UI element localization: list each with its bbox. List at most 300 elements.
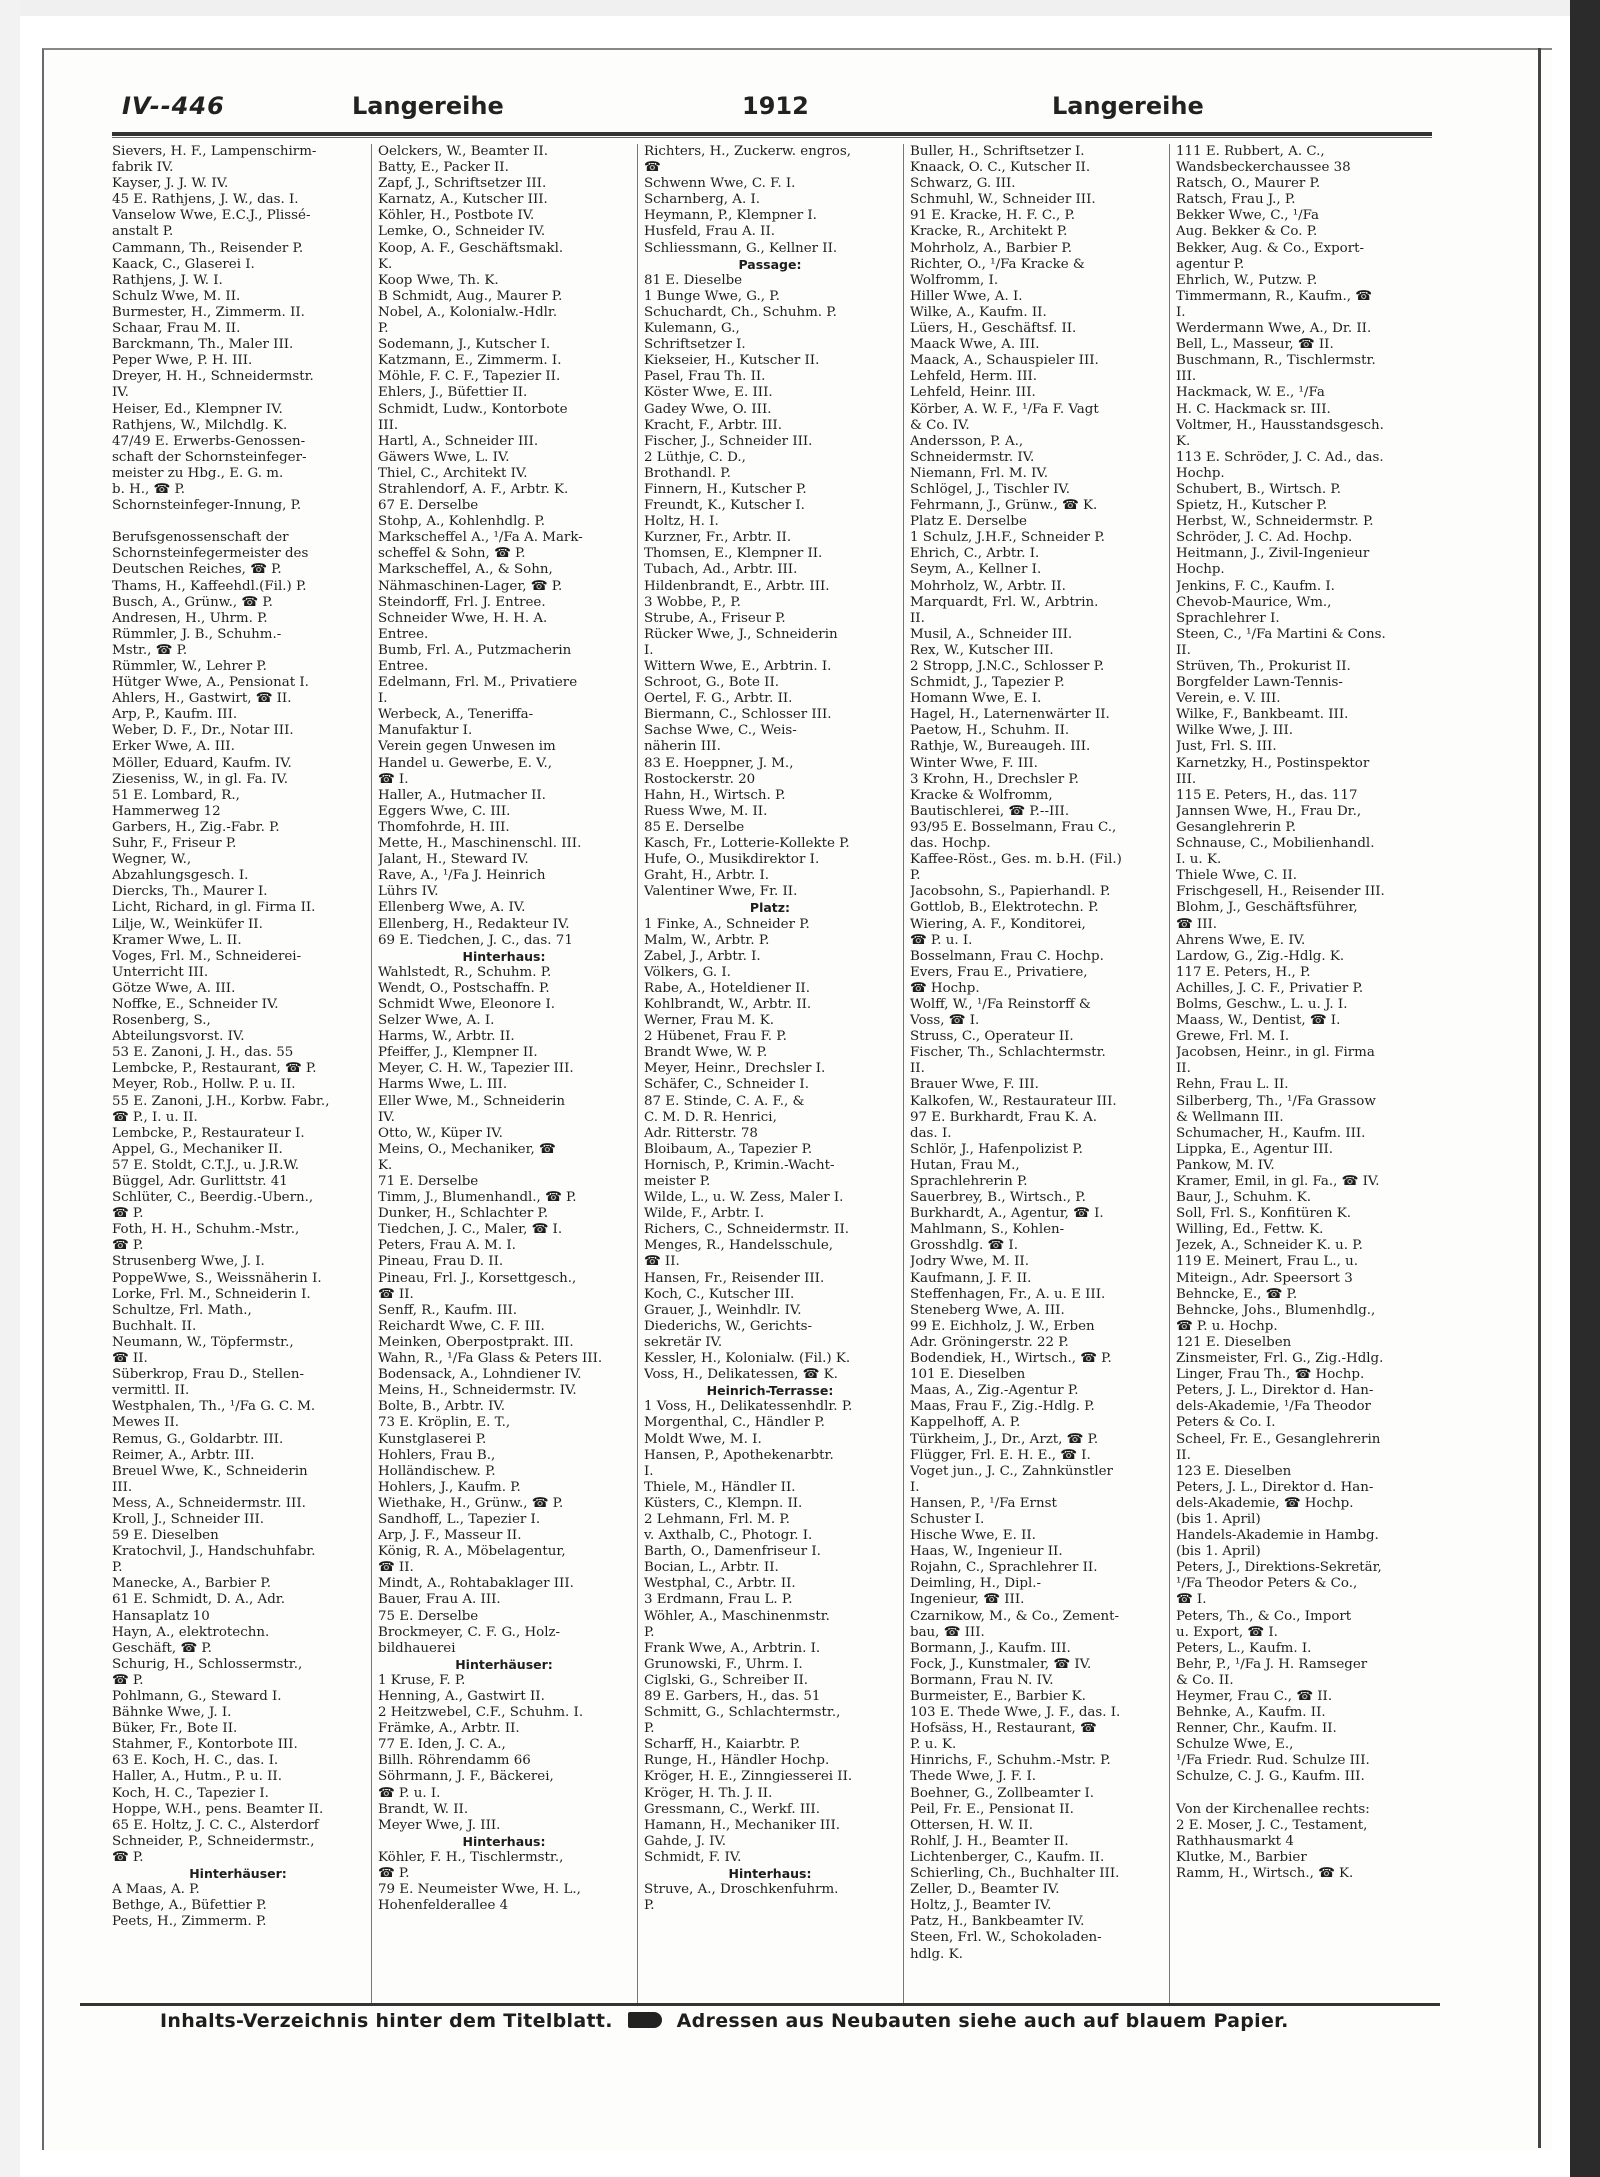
- directory-entry: Bormann, J., Kaufm. III.: [910, 1640, 1071, 1656]
- section-heading: Passage:: [738, 256, 802, 272]
- directory-entry: Gottlob, B., Elektrotechn. P.: [910, 900, 1099, 916]
- directory-entry: Wendt, O., Postschaffn. P.: [378, 980, 550, 996]
- directory-entry: Freundt, K., Kutscher I.: [644, 498, 805, 514]
- directory-entry: ☎: [644, 160, 661, 176]
- directory-entry: Grosshdlg. ☎ I.: [910, 1238, 1018, 1254]
- directory-entry: Sievers, H. F., Lampenschirm-: [112, 144, 317, 159]
- directory-entry: Büker, Fr., Bote II.: [112, 1721, 238, 1737]
- directory-entry: Bähnke Wwe, J. I.: [112, 1705, 232, 1721]
- directory-entry: Miteign., Adr. Speersort 3: [1176, 1270, 1353, 1286]
- directory-entry: Biermann, C., Schlosser III.: [644, 707, 832, 723]
- directory-entry: ☎ I.: [378, 771, 409, 787]
- directory-entry: Peters, Frau A. M. I.: [378, 1238, 516, 1254]
- directory-entry: Främke, A., Arbtr. II.: [378, 1721, 520, 1737]
- scan-left-edge: [0, 0, 20, 2177]
- directory-entry: Spietz, H., Kutscher P.: [1176, 498, 1328, 514]
- directory-entry: Czarnikow, M., & Co., Zement-: [910, 1608, 1120, 1624]
- directory-entry: Rathjens, W., Milchdlg. K.: [112, 417, 288, 433]
- directory-entry: Zapf, J., Schriftsetzer III.: [378, 176, 547, 192]
- directory-entry: 63 E. Koch, H. C., das. I.: [112, 1753, 279, 1769]
- header-rule: [112, 132, 1432, 136]
- directory-entry: Henning, A., Gastwirt II.: [378, 1689, 545, 1704]
- directory-entry: Grewe, Frl. M. I.: [1176, 1029, 1290, 1045]
- directory-entry: Adr. Gröningerstr. 22 P.: [910, 1334, 1069, 1350]
- directory-entry: Maas, A., Zig.-Agentur P.: [910, 1383, 1079, 1399]
- directory-entry: Appel, G., Mechaniker II.: [112, 1141, 283, 1157]
- directory-entry: Koch, C., Kutscher III.: [644, 1286, 795, 1302]
- directory-entry: bau, ☎ III.: [910, 1624, 985, 1640]
- directory-entry: Ruess Wwe, M. II.: [644, 803, 768, 819]
- directory-entry: Wilde, F., Arbtr. I.: [644, 1206, 765, 1222]
- directory-entry: Wiethake, H., Grünw., ☎ P.: [378, 1495, 564, 1511]
- directory-entry: Kroll, J., Schneider III.: [112, 1511, 265, 1527]
- directory-entry: Brandt Wwe, W. P.: [644, 1045, 768, 1061]
- directory-entry: Buschmann, R., Tischlermstr.: [1176, 353, 1376, 369]
- directory-entry: 3 Krohn, H., Drechsler P.: [910, 771, 1079, 787]
- directory-entry: Pfeiffer, J., Klempner II.: [378, 1045, 538, 1061]
- directory-entry: Achilles, J. C. F., Privatier P.: [1176, 980, 1364, 996]
- directory-entry: Köhler, F. H., Tischlermstr.,: [378, 1849, 564, 1865]
- directory-entry: 1 Finke, A., Schneider P.: [644, 916, 810, 932]
- footer-right-text: Adressen aus Neubauten siehe auch auf blauem Papier.: [676, 2010, 1289, 2032]
- directory-entry: Kappelhoff, A. P.: [910, 1415, 1021, 1431]
- directory-entry: Maack, A., Schauspieler III.: [910, 353, 1099, 369]
- directory-entry: Peil, Fr. E., Pensionat II.: [910, 1801, 1074, 1817]
- directory-entry: Hufe, O., Musikdirektor I.: [644, 852, 820, 868]
- directory-entry: 121 E. Dieselben: [1176, 1334, 1292, 1350]
- directory-entry: Schmuhl, W., Schneider III.: [910, 192, 1096, 208]
- directory-entry: Entree.: [378, 626, 429, 642]
- directory-entry: Hammerweg 12: [112, 803, 221, 819]
- directory-entry: Zieseniss, W., in gl. Fa. IV.: [112, 771, 288, 787]
- directory-entry: Schurig, H., Schlossermstr.,: [112, 1656, 303, 1672]
- directory-entry: C. M. D. R. Henrici,: [644, 1109, 777, 1125]
- directory-entry: Wilke Wwe, J. III.: [1176, 723, 1294, 739]
- directory-entry: Buller, H., Schriftsetzer I.: [910, 144, 1085, 159]
- directory-entry: Wolfromm, I.: [910, 272, 999, 288]
- directory-entry: 67 E. Derselbe: [378, 498, 479, 514]
- directory-entry: Hackmack, W. E., ¹/Fa: [1176, 385, 1325, 401]
- directory-entry: Hütger Wwe, A., Pensionat I.: [112, 675, 309, 691]
- directory-entry: Tiedchen, J. C., Maler, ☎ I.: [378, 1222, 563, 1238]
- directory-entry: Baur, J., Schuhm. K.: [1176, 1190, 1312, 1206]
- directory-entry: Verein, e. V. III.: [1176, 691, 1281, 707]
- directory-entry: Rümmler, J. B., Schuhm.-: [112, 626, 282, 642]
- directory-entry: & Co. IV.: [910, 417, 970, 433]
- directory-entry: Peper Wwe, P. H. III.: [112, 353, 253, 369]
- directory-entry: v. Axthalb, C., Photogr. I.: [644, 1528, 813, 1544]
- directory-entry: scheffel & Sohn, ☎ P.: [378, 546, 526, 562]
- directory-entry: Bosselmann, Frau C. Hochp.: [910, 948, 1104, 964]
- directory-entry: Scharnberg, A. I.: [644, 192, 761, 208]
- directory-entry: Hartl, A., Schneider III.: [378, 433, 539, 449]
- directory-entry: Koch, H. C., Tapezier I.: [112, 1785, 269, 1801]
- directory-entry: Bekker, Aug. & Co., Export-: [1176, 240, 1365, 256]
- directory-entry: Brothandl. P.: [644, 465, 731, 481]
- directory-entry: Schuster I.: [910, 1511, 985, 1527]
- street-name-left: Langereihe: [352, 92, 504, 120]
- directory-entry: ☎ II.: [644, 1254, 680, 1270]
- directory-entry: III.: [112, 1479, 133, 1495]
- directory-entry: Diederichs, W., Gerichts-: [644, 1318, 813, 1334]
- directory-entry: Otto, W., Küper IV.: [378, 1125, 503, 1141]
- directory-entry: Pohlmann, G., Steward I.: [112, 1689, 282, 1704]
- directory-entry: Eggers Wwe, C. III.: [378, 803, 511, 819]
- page-number: IV--446: [122, 92, 225, 120]
- directory-entry: Musil, A., Schneider III.: [910, 626, 1073, 642]
- directory-entry: Grauer, J., Weinhdlr. IV.: [644, 1302, 802, 1318]
- directory-entry: dels-Akademie, ¹/Fa Theodor: [1176, 1399, 1371, 1415]
- directory-entry: 61 E. Schmidt, D. A., Adr.: [112, 1592, 285, 1608]
- directory-entry: Strusenberg Wwe, J. I.: [112, 1254, 265, 1270]
- directory-entry: Nobel, A., Kolonialw.-Hdlr.: [378, 304, 558, 320]
- directory-column-3: [644, 144, 896, 2004]
- directory-entry: Heiser, Ed., Klempner IV.: [112, 401, 283, 417]
- directory-entry: Homann Wwe, E. I.: [910, 691, 1042, 707]
- directory-entry: Kaufmann, J. F. II.: [910, 1270, 1032, 1286]
- directory-entry: Peters, J. L., Direktor d. Han-: [1176, 1479, 1374, 1495]
- directory-entry: Meyer, Rob., Hollw. P. u. II.: [112, 1077, 296, 1093]
- directory-entry: Sodemann, J., Kutscher I.: [378, 337, 551, 353]
- directory-entry: 2 Stropp, J.N.C., Schlosser P.: [910, 659, 1105, 674]
- directory-entry: Arp, J. F., Masseur II.: [378, 1528, 522, 1544]
- directory-entry: Rehn, Frau L. II.: [1176, 1077, 1289, 1093]
- directory-entry: sekretär IV.: [644, 1334, 723, 1350]
- directory-entry: Schmidt, Ludw., Kontorbote: [378, 401, 568, 417]
- directory-entry: Pineau, Frl. J., Korsettgesch.,: [378, 1270, 577, 1286]
- directory-entry: Rosenberg, S.,: [112, 1013, 211, 1029]
- directory-entry: Paetow, H., Schuhm. II.: [910, 723, 1070, 739]
- directory-entry: Ciglski, G., Schreiber II.: [644, 1672, 809, 1688]
- directory-entry: Wiering, A. F., Konditorei,: [910, 916, 1086, 932]
- directory-entry: 99 E. Eichholz, J. W., Erben: [910, 1318, 1095, 1334]
- directory-entry: 65 E. Holtz, J. C. C., Alsterdorf: [112, 1817, 319, 1833]
- directory-entry: 85 E. Derselbe: [644, 819, 745, 835]
- directory-entry: Schnause, C., Mobilienhandl.: [1176, 836, 1375, 852]
- directory-entry: Bumb, Frl. A., Putzmacherin: [378, 642, 572, 658]
- directory-entry: Rohlf, J. H., Beamter II.: [910, 1833, 1069, 1849]
- directory-entry: Dreyer, H. H., Schneidermstr.: [112, 369, 314, 385]
- directory-entry: Thomfohrde, H. III.: [378, 819, 510, 835]
- directory-entry: Blohm, J., Geschäftsführer,: [1176, 900, 1358, 916]
- directory-year: 1912: [742, 92, 809, 120]
- directory-entry: 59 E. Dieselben: [112, 1528, 219, 1544]
- directory-entry: Breuel Wwe, K., Schneiderin: [112, 1463, 308, 1479]
- directory-entry: Brauer Wwe, F. III.: [910, 1077, 1039, 1093]
- directory-entry: Schubert, B., Wirtsch. P.: [1176, 481, 1341, 497]
- directory-entry: Meins, H., Schneidermstr. IV.: [378, 1383, 577, 1399]
- directory-entry: Dunker, H., Schlachter P.: [378, 1206, 549, 1222]
- directory-entry: III.: [378, 417, 399, 433]
- directory-entry: Oertel, F. G., Arbtr. II.: [644, 691, 793, 707]
- directory-entry: ☎ P. u. I.: [910, 932, 973, 948]
- directory-entry: 111 E. Rubbert, A. C.,: [1176, 144, 1325, 159]
- directory-entry: Wegner, W.,: [112, 852, 192, 868]
- directory-column-4: [910, 144, 1162, 2004]
- section-heading: Hinterhäuser:: [455, 1656, 553, 1672]
- directory-entry: Götze Wwe, A. III.: [112, 980, 236, 996]
- directory-entry: Grunowski, F., Uhrm. I.: [644, 1656, 803, 1672]
- directory-entry: 101 E. Dieselben: [910, 1367, 1026, 1383]
- directory-entry: (bis 1. April): [1176, 1544, 1261, 1560]
- directory-entry: Thiele, M., Händler II.: [644, 1479, 796, 1495]
- directory-entry: 83 E. Hoeppner, J. M.,: [644, 755, 794, 771]
- directory-entry: Strube, A., Friseur P.: [644, 610, 786, 626]
- directory-entry: 123 E. Dieselben: [1176, 1463, 1292, 1479]
- directory-entry: 79 E. Neumeister Wwe, H. L.,: [378, 1882, 581, 1898]
- directory-entry: Andresen, H., Uhrm. P.: [112, 610, 268, 626]
- directory-entry: 87 E. Stinde, C. A. F., &: [644, 1093, 805, 1109]
- directory-entry: Zeller, D., Beamter IV.: [910, 1882, 1060, 1898]
- directory-entry: Struss, C., Operateur II.: [910, 1029, 1074, 1045]
- directory-entry: Ehrich, C., Arbtr. I.: [910, 546, 1040, 562]
- directory-entry: Tubach, Ad., Arbtr. III.: [644, 562, 798, 578]
- directory-entry: Mewes II.: [112, 1415, 179, 1431]
- directory-entry: Maass, W., Dentist, ☎ I.: [1176, 1013, 1341, 1029]
- directory-entry: Neumann, W., Töpfermstr.,: [112, 1334, 294, 1350]
- directory-entry: Kracht, F., Arbtr. III.: [644, 417, 782, 433]
- pointing-hand-icon: [628, 2012, 662, 2028]
- directory-entry: Meyer Wwe, J. III.: [378, 1817, 501, 1833]
- directory-entry: Steneberg Wwe, A. III.: [910, 1302, 1065, 1318]
- directory-entry: hdlg. K.: [910, 1946, 963, 1962]
- directory-entry: Menges, R., Handelsschule,: [644, 1238, 834, 1254]
- directory-entry: Meins, O., Mechaniker, ☎: [378, 1141, 556, 1157]
- directory-entry: Ellenberg Wwe, A. IV.: [378, 900, 526, 916]
- footer-left-text: Inhalts-Verzeichnis hinter dem Titelblatt.: [160, 2010, 613, 2032]
- directory-entry: Handels-Akademie in Hambg.: [1176, 1528, 1379, 1544]
- directory-entry: Chevob-Maurice, Wm.,: [1176, 594, 1332, 610]
- directory-entry: Haas, W., Ingenieur II.: [910, 1544, 1063, 1560]
- directory-entry: Lembcke, P., Restaurant, ☎ P.: [112, 1061, 317, 1077]
- directory-entry: Peters, Th., & Co., Import: [1176, 1608, 1352, 1624]
- directory-entry: Burmeister, E., Barbier K.: [910, 1689, 1086, 1704]
- directory-entry: Köhler, H., Postbote IV.: [378, 208, 535, 224]
- street-name-right: Langereihe: [1052, 92, 1204, 120]
- directory-entry: II.: [1176, 1447, 1191, 1463]
- directory-entry: Rathhausmarkt 4: [1176, 1833, 1294, 1849]
- directory-entry: Schneidermstr. IV.: [910, 449, 1035, 465]
- directory-entry: P. u. K.: [910, 1737, 957, 1753]
- directory-entry: Fischer, J., Schneider III.: [644, 433, 813, 449]
- directory-entry: 93/95 E. Bosselmann, Frau C.,: [910, 819, 1117, 835]
- directory-entry: Busch, A., Grünw., ☎ P.: [112, 594, 273, 610]
- directory-entry: Bocian, L., Arbtr. II.: [644, 1560, 779, 1576]
- directory-entry: Rex, W., Kutscher III.: [910, 642, 1054, 658]
- directory-entry: Schmidt, J., Tapezier P.: [910, 675, 1065, 691]
- directory-entry: & Co. II.: [1176, 1672, 1234, 1688]
- directory-entry: PoppeWwe, S., Weissnäherin I.: [112, 1270, 322, 1286]
- directory-entry: Hochp.: [1176, 465, 1225, 481]
- directory-entry: Schneider Wwe, H. H. A.: [378, 610, 548, 626]
- directory-entry: Sandhoff, L., Tapezier I.: [378, 1511, 541, 1527]
- directory-entry: P.: [644, 1898, 655, 1914]
- directory-entry: Strüven, Th., Prokurist II.: [1176, 659, 1351, 674]
- directory-entry: Sauerbrey, B., Wirtsch., P.: [910, 1190, 1086, 1206]
- directory-entry: 3 Erdmann, Frau L. P.: [644, 1592, 793, 1608]
- directory-entry: ¹/Fa Theodor Peters & Co.,: [1176, 1576, 1358, 1592]
- directory-entry: Jalant, H., Steward IV.: [378, 852, 529, 868]
- scan-right-edge: [1570, 0, 1600, 2177]
- directory-entry: Gäwers Wwe, L. IV.: [378, 449, 510, 465]
- directory-entry: Lehfeld, Heinr. III.: [910, 385, 1036, 401]
- directory-entry: Barckmann, Th., Maler III.: [112, 337, 294, 353]
- directory-entry: Linger, Frau Th., ☎ Hochp.: [1176, 1367, 1365, 1383]
- section-heading: Heinrich-Terrasse:: [706, 1383, 834, 1399]
- directory-entry: Steffenhagen, Fr., A. u. E III.: [910, 1286, 1106, 1302]
- directory-entry: Sprachlehrer I.: [1176, 610, 1280, 626]
- directory-entry: schaft der Schornsteinfeger-: [112, 449, 307, 465]
- directory-entry: K.: [378, 256, 393, 272]
- directory-entry: Bethge, A., Büfettier P.: [112, 1898, 267, 1914]
- directory-entry: Karnetzky, H., Postinspektor: [1176, 755, 1370, 771]
- directory-entry: ☎ P.: [112, 1672, 144, 1688]
- directory-entry: Mstr., ☎ P.: [112, 642, 188, 658]
- directory-entry: III.: [1176, 369, 1197, 385]
- directory-entry: Ehrlich, W., Putzw. P.: [1176, 272, 1318, 288]
- directory-entry: Peters & Co. I.: [1176, 1415, 1276, 1431]
- directory-entry: Husfeld, Frau A. II.: [644, 224, 775, 240]
- directory-entry: [1176, 1786, 1428, 1802]
- directory-entry: Schmidt Wwe, Eleonore I.: [378, 996, 556, 1012]
- directory-entry: Heymer, Frau C., ☎ II.: [1176, 1689, 1333, 1704]
- directory-entry: ☎ II.: [378, 1560, 414, 1576]
- directory-entry: 89 E. Garbers, H., das. 51: [644, 1689, 821, 1704]
- directory-entry: Hinrichs, F., Schuhm.-Mstr. P.: [910, 1753, 1111, 1769]
- directory-entry: bildhauerei: [378, 1640, 456, 1656]
- directory-entry: Harms, W., Arbtr. II.: [378, 1029, 515, 1045]
- directory-entry: Behnke, A., Kaufm. II.: [1176, 1705, 1326, 1721]
- directory-entry: Gadey Wwe, O. III.: [644, 401, 772, 417]
- directory-entry: Werdermann Wwe, A., Dr. II.: [1176, 321, 1372, 337]
- directory-entry: Finnern, H., Kutscher P.: [644, 481, 807, 497]
- directory-entry: Wilke, F., Bankbeamt. III.: [1176, 707, 1349, 723]
- directory-entry: Fehrmann, J., Grünw., ☎ K.: [910, 498, 1098, 514]
- directory-entry: Koop Wwe, Th. K.: [378, 272, 499, 288]
- directory-entry: Moldt Wwe, M. I.: [644, 1431, 762, 1447]
- directory-entry: das. Hochp.: [910, 836, 991, 852]
- directory-entry: Westphalen, Th., ¹/Fa G. C. M.: [112, 1399, 316, 1415]
- directory-entry: Bauer, Frau A. III.: [378, 1592, 501, 1608]
- directory-entry: Kiekseier, H., Kutscher II.: [644, 353, 820, 369]
- directory-entry: 81 E. Dieselbe: [644, 272, 743, 288]
- directory-entry: A Maas, A. P.: [112, 1882, 200, 1898]
- directory-entry: Fischer, Th., Schlachtermstr.: [910, 1045, 1106, 1061]
- directory-entry: Jannsen Wwe, H., Frau Dr.,: [1176, 803, 1362, 819]
- directory-entry: Karnatz, A., Kutscher III.: [378, 192, 548, 208]
- directory-entry: Fock, J., Kunstmaler, ☎ IV.: [910, 1656, 1092, 1672]
- directory-entry: Hohlers, Frau B.,: [378, 1447, 496, 1463]
- directory-entry: Hansen, P., Apothekenarbtr.: [644, 1447, 834, 1463]
- directory-entry: IV.: [112, 385, 129, 401]
- directory-entry: 69 E. Tiedchen, J. C., das. 71: [378, 932, 573, 948]
- directory-entry: 77 E. Iden, J. C. A.,: [378, 1737, 506, 1753]
- directory-entry: Pankow, M. IV.: [1176, 1157, 1275, 1173]
- directory-entry: 3 Wobbe, P., P.: [644, 594, 741, 610]
- directory-entry: 2 Heitzwebel, C.F., Schuhm. I.: [378, 1705, 584, 1721]
- directory-entry: Kaffee-Röst., Ges. m. b.H. (Fil.): [910, 852, 1122, 868]
- directory-entry: Lührs IV.: [378, 884, 439, 900]
- directory-entry: Steen, Frl. W., Schokoladen-: [910, 1930, 1102, 1946]
- directory-entry: Thede Wwe, J. F. I.: [910, 1769, 1036, 1785]
- directory-entry: Graht, H., Arbtr. I.: [644, 868, 770, 884]
- directory-entry: I. u. K.: [1176, 852, 1222, 868]
- directory-entry: Erker Wwe, A. III.: [112, 739, 235, 755]
- directory-entry: Hutan, Frau M.,: [910, 1157, 1020, 1173]
- directory-entry: Frischgesell, H., Reisender III.: [1176, 884, 1385, 900]
- directory-entry: Bekker Wwe, C., ¹/Fa: [1176, 208, 1320, 224]
- directory-entry: 97 E. Burkhardt, Frau K. A.: [910, 1109, 1098, 1125]
- directory-entry: 55 E. Zanoni, J.H., Korbw. Fabr.,: [112, 1093, 330, 1109]
- directory-entry: Remus, G., Goldarbtr. III.: [112, 1431, 284, 1447]
- directory-entry: Geschäft, ☎ P.: [112, 1640, 212, 1656]
- directory-entry: Schumacher, H., Kaufm. III.: [1176, 1125, 1366, 1141]
- directory-entry: Batty, E., Packer II.: [378, 160, 509, 176]
- directory-entry: Thiel, C., Architekt IV.: [378, 465, 528, 481]
- directory-entry: Deimling, H., Dipl.-: [910, 1576, 1042, 1592]
- directory-entry: I.: [644, 1463, 654, 1479]
- directory-entry: Andersson, P. A.,: [910, 433, 1024, 449]
- directory-entry: Hohenfelderallee 4: [378, 1898, 509, 1914]
- directory-entry: P.: [112, 1560, 123, 1576]
- directory-entry: & Wellmann III.: [1176, 1109, 1284, 1125]
- directory-entry: Wittern Wwe, E., Arbtrin. I.: [644, 659, 832, 674]
- directory-entry: Katzmann, E., Zimmerm. I.: [378, 353, 562, 369]
- directory-entry: Diercks, Th., Maurer I.: [112, 884, 268, 900]
- directory-entry: 103 E. Thede Wwe, J. F., das. I.: [910, 1705, 1121, 1721]
- directory-entry: Reimer, A., Arbtr. III.: [112, 1447, 255, 1463]
- directory-entry: König, R. A., Möbelagentur,: [378, 1544, 566, 1560]
- directory-entry: Weber, D. F., Dr., Notar III.: [112, 723, 294, 739]
- directory-entry: Körber, A. W. F., ¹/Fa F. Vagt: [910, 401, 1099, 417]
- header-rule-thin: [112, 137, 1432, 138]
- directory-entry: Edelmann, Frl. M., Privatiere: [378, 675, 578, 691]
- directory-entry: 115 E. Peters, H., das. 117: [1176, 787, 1358, 803]
- directory-entry: Schmidt, F. IV.: [644, 1849, 742, 1865]
- directory-entry: ☎ P.: [112, 1238, 144, 1254]
- directory-entry: II.: [910, 610, 925, 626]
- directory-entry: Schmitt, G., Schlachtermstr.,: [644, 1705, 841, 1721]
- column-divider: [903, 144, 904, 2004]
- directory-entry: Bodendiek, H., Wirtsch., ☎ P.: [910, 1351, 1112, 1367]
- directory-entry: Gahde, J. IV.: [644, 1833, 727, 1849]
- section-heading: Hinterhaus:: [728, 1866, 812, 1882]
- directory-entry: Adr. Ritterstr. 78: [644, 1125, 758, 1141]
- directory-entry: 2 Hübenet, Frau F. P.: [644, 1029, 787, 1045]
- directory-entry: agentur P.: [1176, 256, 1245, 272]
- directory-entry: 1 Schulz, J.H.F., Schneider P.: [910, 530, 1105, 546]
- directory-entry: Meyer, C. H. W., Tapezier III.: [378, 1061, 574, 1077]
- directory-entry: Nähmaschinen-Lager, ☎ P.: [378, 578, 563, 594]
- directory-entry: Unterricht III.: [112, 964, 209, 980]
- directory-entry: Bautischlerei, ☎ P.--III.: [910, 803, 1070, 819]
- directory-entry: Selzer Wwe, A. I.: [378, 1013, 495, 1029]
- directory-entry: Holtz, J., Beamter IV.: [910, 1898, 1052, 1914]
- directory-entry: Voltmer, H., Hausstandsgesch.: [1176, 417, 1384, 433]
- directory-entry: Kulemann, G.,: [644, 321, 740, 337]
- directory-entry: Schulze, C. J. G., Kaufm. III.: [1176, 1769, 1365, 1785]
- directory-entry: Markscheffel A., ¹/Fa A. Mark-: [378, 530, 583, 546]
- directory-entry: Werner, Frau M. K.: [644, 1013, 775, 1029]
- directory-entry: Schriftsetzer I.: [644, 337, 746, 353]
- directory-entry: Behncke, Johs., Blumenhdlg.,: [1176, 1302, 1376, 1318]
- directory-entry: vermittl. II.: [112, 1383, 190, 1399]
- directory-entry: ☎ P.: [112, 1849, 144, 1865]
- section-heading: Platz:: [749, 900, 791, 916]
- directory-entry: Renner, Chr., Kaufm. II.: [1176, 1721, 1337, 1737]
- directory-entry: II.: [910, 1061, 925, 1077]
- directory-entry: K.: [378, 1157, 393, 1173]
